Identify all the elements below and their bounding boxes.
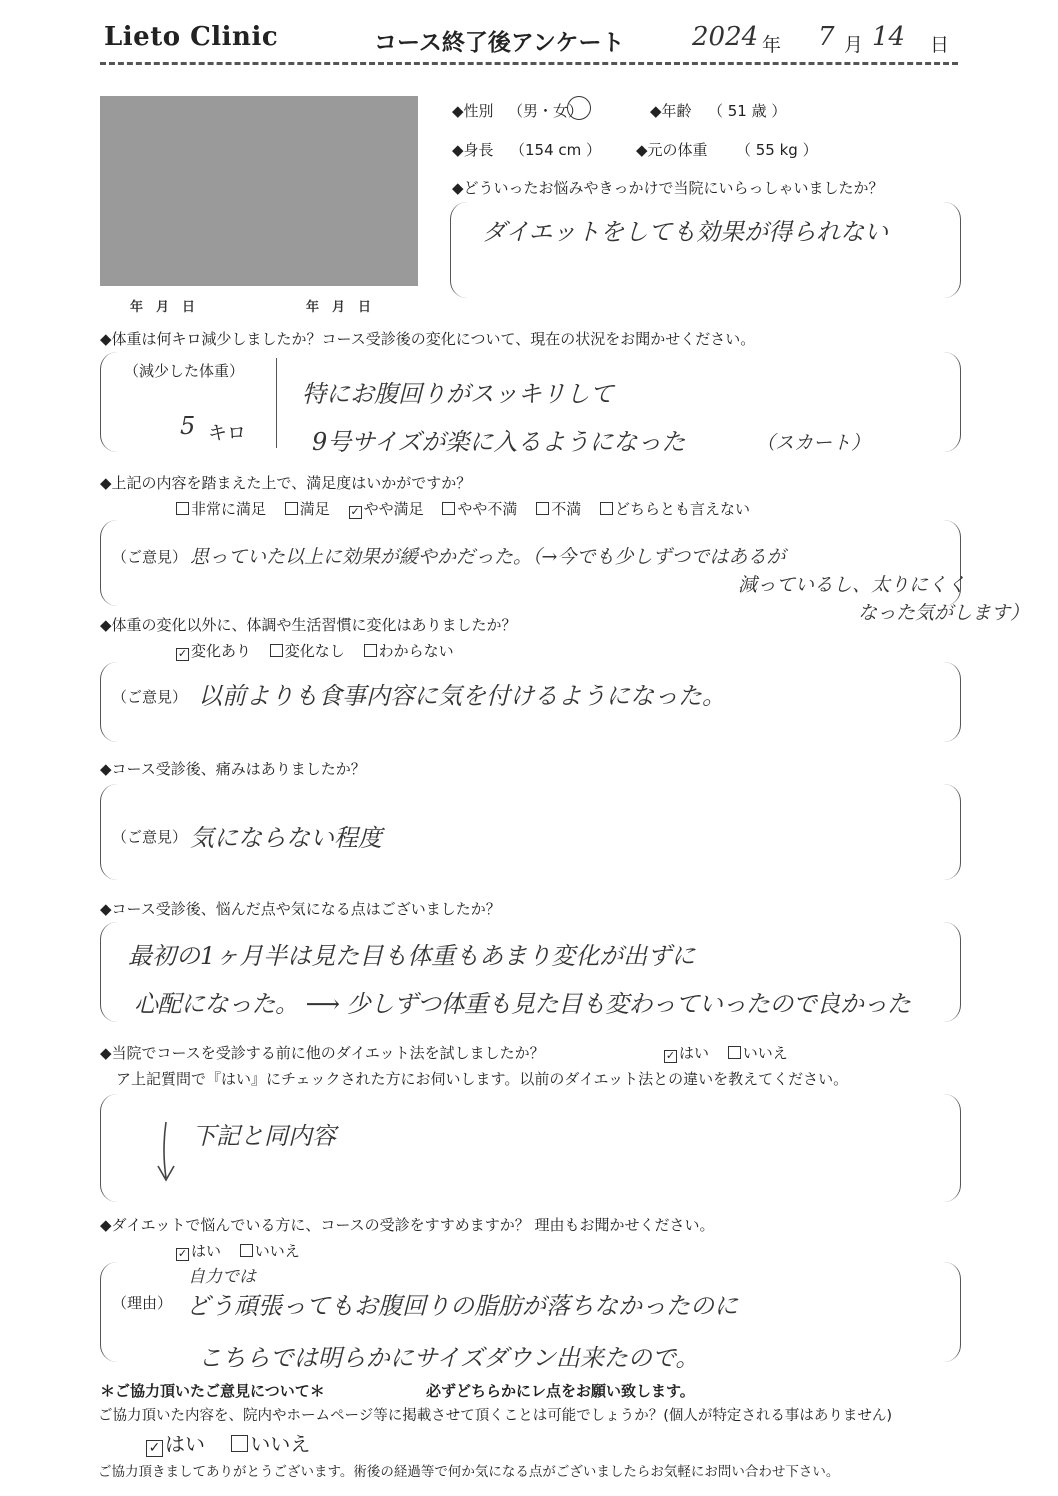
before-photo-date: 年 月 日 [130,300,196,315]
other-diet-options [664,1042,802,1063]
question-satisfaction: ◆上記の内容を踏まえた上で、満足度はいかがですか？ [100,474,472,492]
weight-answer-line1: 特にお腹回りがスッキリして [302,380,614,408]
question-pain: ◆コース受診後、痛みはありましたか？ [100,760,366,778]
pain-opinion-label: （ご意見） [112,828,188,846]
question-reason: ◆どういったお悩みやきっかけで当院にいらっしゃいましたか？ [452,179,884,197]
satisfaction-options [176,498,764,519]
satisfaction-answer-line3: なった気がします） [858,602,1030,624]
satisfaction-answer-line1: 思っていた以上に効果が緩やかだった。（→今でも少しずつではあるが [190,546,786,568]
satisfaction-answer-line2: 減っているし、太りにくく [738,574,967,596]
question-recommend: ◆ダイエットで悩んでいる方に、コースの受診をすすめますか？ 理由もお聞かせください。 [100,1216,715,1234]
year-unit: 年 [762,34,782,56]
option-no[interactable]: いいえ [240,1242,300,1260]
weight-label: ◆元の体重 [636,141,708,159]
answer-box-right [944,784,961,880]
recommend-answer-line1: どう頑張ってもお腹回りの脂肪が落ちなかったのに [186,1292,738,1320]
month-unit: 月 [844,34,864,56]
worry-answer-line1: 最初の1ヶ月半は見た目も体重もあまり変化が出ずに [128,942,696,970]
pain-answer: 気にならない程度 [190,824,382,852]
down-arrow-icon [152,1120,180,1184]
year-value: 2024 [692,22,759,52]
option-dissatisfied[interactable]: 不満 [536,500,581,518]
answer-box-left [100,1094,117,1202]
gender-value: （男・女） [508,102,584,120]
answer-box-left [100,922,117,1022]
option-neither[interactable]: どちらとも言えない [600,500,750,518]
day-value: 14 [872,22,906,52]
consent-options [146,1428,310,1457]
option-somewhat-satisfied[interactable]: ✓ やや満足 [350,500,424,518]
option-somewhat-dissatisfied[interactable]: やや不満 [442,500,517,518]
option-satisfied[interactable]: 満足 [285,500,330,518]
weight-loss-value: 5 [180,412,196,440]
lifestyle-opinion-label: （ご意見） [112,688,188,706]
height-value: （154 cm ） [510,141,602,159]
gender-circle-mark [567,96,591,120]
footer-heading-note: 必ずどちらかにレ点をお願い致します。 [426,1382,695,1400]
answer-reason: ダイエットをしても効果が得られない [482,218,889,246]
option-no[interactable]: いいえ [728,1044,788,1062]
photo-placeholder [100,96,418,286]
after-photo-date: 年 月 日 [306,300,372,315]
answer-box-right [944,202,961,298]
answer-box-right [944,922,961,1022]
option-unknown[interactable]: わからない [364,642,454,660]
option-no-change[interactable]: 変化なし [270,642,345,660]
recommend-answer-line2: こちらでは明らかにサイズダウン出来たので。 [198,1344,700,1372]
height-label: ◆身長 [452,141,494,159]
weight-answer-note: （スカート） [756,432,871,454]
consent-no[interactable]: いいえ [231,1432,310,1456]
other-diet-answer: 下記と同内容 [192,1122,336,1150]
answer-box-right [944,352,961,452]
gender-label: ◆性別 [452,102,494,120]
option-yes[interactable]: ✓ はい [665,1044,710,1062]
answer-box-left [100,352,117,452]
option-very-satisfied[interactable]: 非常に満足 [176,500,266,518]
lifestyle-answer: 以前よりも食事内容に気を付けるようになった。 [198,682,726,710]
consent-question: ご協力頂いた内容を、院内やホームページ等に掲載させて頂くことは可能でしょうか？(個人が特定される事はありません) [98,1408,893,1424]
weight-answer-line2: 9号サイズが楽に入るようになった [312,428,686,456]
recommend-answer-insert: 自力では [188,1267,256,1287]
consent-yes[interactable]: ✓ はい [146,1432,205,1456]
worry-answer-line2: 心配になった。 ⟶ 少しずつ体重も見た目も変わっていったので良かった [134,990,911,1018]
weight-box-divider [276,358,277,448]
question-lifestyle: ◆体重の変化以外に、体調や生活習慣に変化はありましたか？ [100,616,517,634]
recommend-reason-label: （理由） [112,1294,173,1312]
day-unit: 日 [930,34,950,56]
clinic-logo: Lieto Clinic [104,22,279,52]
sub-question-difference: ア上記質問で『はい』にチェックされた方にお伺いします。以前のダイエット法との違いを教えてください。 [116,1070,849,1088]
header-divider [100,62,958,65]
thanks-message: ご協力頂きましてありがとうございます。術後の経過等で何か気になる点がございましたらお気軽にお問い合わせ下さい。 [98,1464,840,1480]
answer-box-left [450,202,467,298]
option-yes[interactable]: ✓ はい [177,1242,222,1260]
question-worry: ◆コース受診後、悩んだ点や気になる点はございましたか？ [100,900,501,918]
month-value: 7 [818,22,835,52]
footer-heading: ＊ご協力頂いたご意見について＊ [100,1382,325,1400]
option-changed[interactable]: ✓ 変化あり [177,642,252,660]
weight-value: （ 55 kg ） [736,141,818,159]
weight-loss-unit: キロ [208,422,247,444]
lifestyle-options [176,640,468,661]
question-other-diet: ◆当院でコースを受診する前に他のダイエット法を試しましたか？ [100,1044,545,1062]
age-value: （ 51 歳 ） [708,102,787,120]
question-weight-loss: ◆体重は何キロ減少しましたか？コース受診後の変化について、現在の状況をお聞かせください。 [100,330,756,348]
weight-loss-label: （減少した体重） [124,362,245,380]
satisfaction-opinion-label: （ご意見） [112,548,188,566]
answer-box-right [944,662,961,742]
age-label: ◆年齢 [650,102,692,120]
answer-box-right [944,1262,961,1362]
recommend-options [176,1240,314,1261]
answer-box-right [944,1094,961,1202]
page-title: コース終了後アンケート [374,30,625,56]
